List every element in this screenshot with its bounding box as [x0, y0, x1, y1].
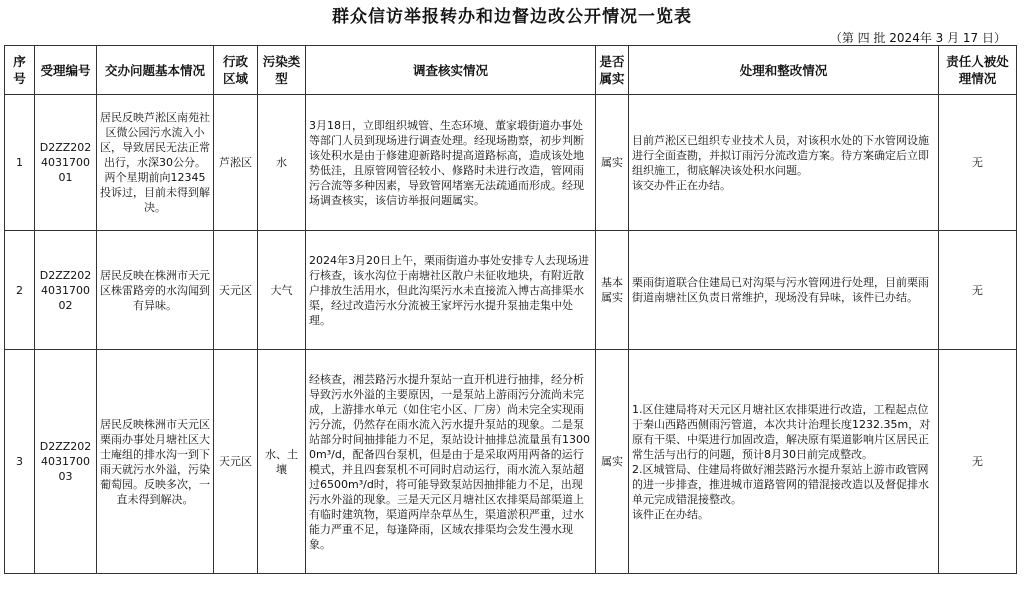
- cell-district: 天元区: [214, 231, 258, 350]
- report-table: [4, 45, 1017, 574]
- header-verified: 是否属实: [596, 46, 629, 95]
- table-row: [5, 350, 1017, 574]
- header-handling: 处理和整改情况: [629, 46, 939, 95]
- header-district: 行政区域: [214, 46, 258, 95]
- cell-investigation: 经核查，湘芸路污水提升泵站一直开机进行抽排，经分析导致污水外溢的主要原因，一是泵站上游雨污分流尚未完成，上游排水单元（如住宅小区、厂房）尚未完全实现雨污分流，仍然存在雨水流入污水提升泵站的现象。二是泵站部分时间抽排能力不足，泵站设计抽排总流量虽有13000m³/d，配备四台泵机，但是由于是采取两用两备的运行模式，并且四套泵机不可同时启动运行，雨水流入泵站超过6500m³/d时，将可能导致泵站因抽排能力不足，出现污水外溢的现象。三是天元区月塘社区农排渠局部渠道上有临时建筑物，渠道两岸杂草丛生，渠道淤积严重，过水能力严重不足，每逢降雨，区域农排渠均会发生漫水现象。: [306, 350, 596, 574]
- header-seq: 序号: [5, 46, 35, 95]
- cell-seq: 1: [5, 95, 35, 231]
- cell-verified: 基本属实: [596, 231, 629, 350]
- cell-accountability: 无: [939, 95, 1017, 231]
- cell-verified: 属实: [596, 350, 629, 574]
- cell-pollution: 水: [258, 95, 306, 231]
- cell-district: 芦淞区: [214, 95, 258, 231]
- table-row: [5, 95, 1017, 231]
- cell-accountability: 无: [939, 231, 1017, 350]
- cell-accountability: 无: [939, 350, 1017, 574]
- cell-pollution: 水、土壤: [258, 350, 306, 574]
- cell-seq: 3: [5, 350, 35, 574]
- cell-code: D2ZZ202403170001: [35, 95, 97, 231]
- header-investigation: 调查核实情况: [306, 46, 596, 95]
- header-pollution: 污染类型: [258, 46, 306, 95]
- cell-issue: 居民反映芦淞区南苑社区微公园污水流入小区，导致居民无法正常出行，水深30公分。两个星期前向12345 投诉过，目前未得到解决。: [97, 95, 214, 231]
- cell-investigation: 3月18日，立即组织城管、生态环境、董家塅街道办事处等部门人员到现场进行调查处理。经现场勘察，初步判断该处积水是由于修建迎新路时提高道路标高，造成该处地势低洼，且原管网管径较小、修路时未进行改造，管网雨污合流等多种因素，导致管网堵塞无法疏通而形成。经现场调查核实，该信访举报问题属实。: [306, 95, 596, 231]
- cell-pollution: 大气: [258, 231, 306, 350]
- cell-verified: 属实: [596, 95, 629, 231]
- batch-date: （第 四 批 2024年 3 月 17 日）: [829, 31, 1006, 45]
- cell-handling: 栗雨街道联合住建局已对沟渠与污水管网进行处理，目前栗雨街道南塘社区负责日常维护，现场没有异味，该件已办结。: [629, 231, 939, 350]
- header-issue: 交办问题基本情况: [97, 46, 214, 95]
- cell-issue: 居民反映在株洲市天元区株雷路旁的水沟闻到有异味。: [97, 231, 214, 350]
- cell-code: D2ZZ202403170002: [35, 231, 97, 350]
- page-title: 群众信访举报转办和边督边改公开情况一览表: [332, 7, 692, 27]
- cell-issue: 居民反映株洲市天元区栗雨办事处月塘社区大士庵组的排水沟一到下雨天就污水外溢，污染葡萄园。反映多次，一直未得到解决。: [97, 350, 214, 574]
- cell-district: 天元区: [214, 350, 258, 574]
- header-code: 受理编号: [35, 46, 97, 95]
- cell-code: D2ZZ202403170003: [35, 350, 97, 574]
- cell-seq: 2: [5, 231, 35, 350]
- cell-handling: 1.区住建局将对天元区月塘社区农排渠进行改造，工程起点位于秦山西路西侧雨污管道，本次共计治理长度1232.35m，对原有干渠、中渠进行加固改造，解决原有渠道影响片区居民正常生活与出行的问题，预计8月30日前完成整改。 2.区城管局、住建局将做好湘芸路污水提升泵站上游市政管网的进一步排查，推进城市道路管网的错混接改造以及督促排水单元完成错混接整改。 该件正在办结。: [629, 350, 939, 574]
- cell-investigation: 2024年3月20日上午，栗雨街道办事处安排专人去现场进行核查，该水沟位于南塘社区散户未征收地块，有附近散户排放生活用水，但此沟渠污水未直接流入博古高排渠水渠，经过改造污水分流被王家坪污水提升泵抽走集中处理。: [306, 231, 596, 350]
- header-row: [5, 46, 1017, 95]
- header-accountability: 责任人被处理情况: [939, 46, 1017, 95]
- cell-handling: 目前芦淞区已组织专业技术人员，对该积水处的下水管网设施进行全面查勘，并拟订雨污分流改造方案。待方案确定后立即组织施工，彻底解决该处积水问题。 该交办件正在办结。: [629, 95, 939, 231]
- table-row: [5, 231, 1017, 350]
